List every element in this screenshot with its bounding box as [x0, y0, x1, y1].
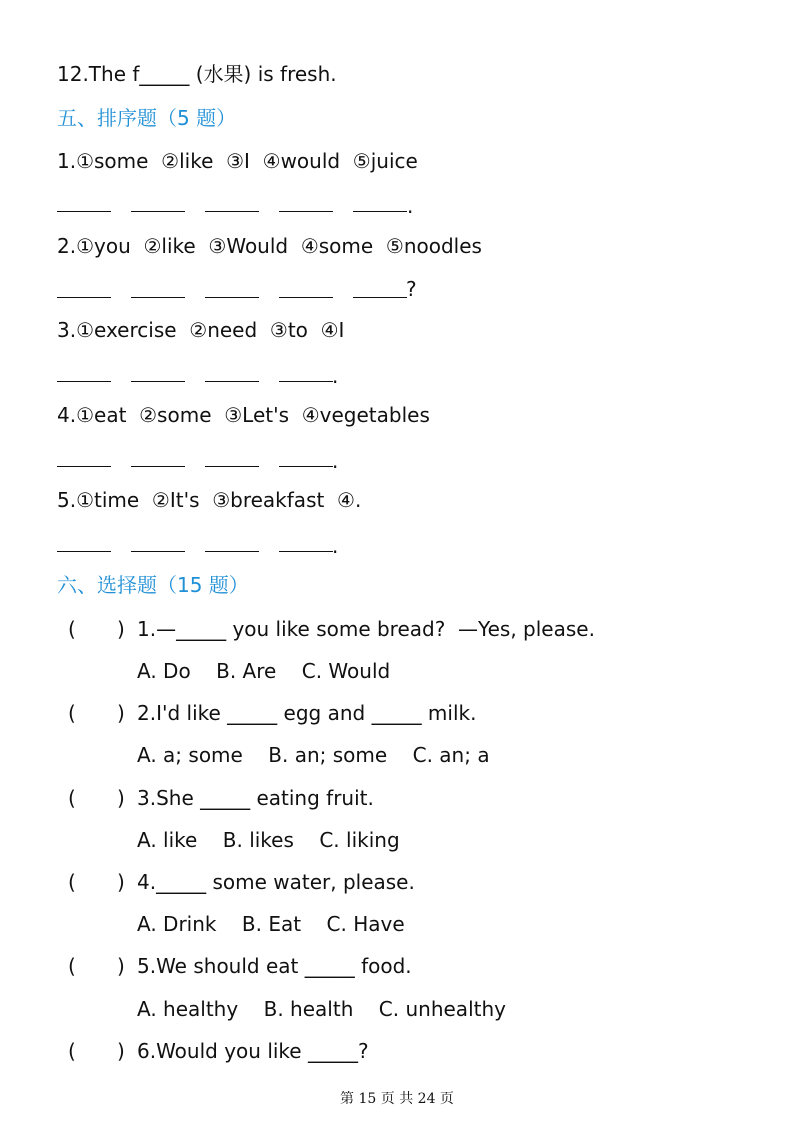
answer-blank[interactable]: [131, 551, 185, 552]
answer-blank[interactable]: [205, 381, 259, 382]
reorder-item-5: 5.①time ②It's ③breakfast ④.: [57, 488, 362, 512]
answer-blank[interactable]: [279, 297, 333, 298]
answer-blank[interactable]: [353, 297, 407, 298]
answer-paren-close: ): [117, 701, 125, 725]
answer-blank[interactable]: [57, 211, 111, 212]
answer-blank[interactable]: [279, 381, 333, 382]
answer-blank[interactable]: [57, 466, 111, 467]
end-punctuation: .: [407, 194, 414, 218]
answer-blank[interactable]: [353, 211, 407, 212]
answer-paren-open: (: [68, 701, 76, 725]
end-punctuation: .: [332, 449, 339, 473]
question-12-line: 12.The f_____ (水果) is fresh.: [57, 62, 337, 86]
answer-paren-close: ): [117, 786, 125, 810]
reorder-item-4: 4.①eat ②some ③Let's ④vegetables: [57, 403, 430, 427]
answer-blank[interactable]: [131, 211, 185, 212]
answer-paren-open: (: [68, 786, 76, 810]
answer-paren-open: (: [68, 870, 76, 894]
answer-blank[interactable]: [131, 466, 185, 467]
end-punctuation: .: [332, 364, 339, 388]
choice-question-2: 2.I'd like _____ egg and _____ milk.: [137, 701, 477, 725]
answer-paren-close: ): [117, 617, 125, 641]
end-punctuation: ?: [406, 277, 417, 301]
answer-paren-close: ): [117, 870, 125, 894]
answer-paren-open: (: [68, 954, 76, 978]
answer-blank[interactable]: [279, 551, 333, 552]
choice-question-5: 5.We should eat _____ food.: [137, 954, 412, 978]
answer-paren-close: ): [117, 954, 125, 978]
answer-blank[interactable]: [57, 551, 111, 552]
choice-question-3: 3.She _____ eating fruit.: [137, 786, 374, 810]
choice-options-2: A. a; some B. an; some C. an; a: [137, 743, 490, 767]
choice-options-5: A. healthy B. health C. unhealthy: [137, 997, 506, 1021]
choice-question-1: 1.—_____ you like some bread? —Yes, please.: [137, 617, 595, 641]
section-5-heading: 五、排序题（5 题）: [57, 106, 237, 130]
answer-blank[interactable]: [205, 297, 259, 298]
answer-blank[interactable]: [279, 211, 333, 212]
choice-options-4: A. Drink B. Eat C. Have: [137, 912, 405, 936]
answer-paren-open: (: [68, 1039, 76, 1063]
choice-options-3: A. like B. likes C. liking: [137, 828, 400, 852]
page-footer: 第 15 页 共 24 页: [340, 1091, 454, 1107]
answer-blank[interactable]: [279, 466, 333, 467]
answer-paren-close: ): [117, 1039, 125, 1063]
section-6-heading: 六、选择题（15 题）: [57, 573, 249, 597]
answer-blank[interactable]: [131, 297, 185, 298]
reorder-item-3: 3.①exercise ②need ③to ④I: [57, 318, 345, 342]
answer-blank[interactable]: [57, 297, 111, 298]
choice-options-1: A. Do B. Are C. Would: [137, 659, 391, 683]
reorder-item-2: 2.①you ②like ③Would ④some ⑤noodles: [57, 234, 482, 258]
end-punctuation: .: [332, 534, 339, 558]
answer-blank[interactable]: [205, 466, 259, 467]
answer-blank[interactable]: [205, 551, 259, 552]
choice-question-4: 4._____ some water, please.: [137, 870, 415, 894]
answer-blank[interactable]: [131, 381, 185, 382]
answer-blank[interactable]: [57, 381, 111, 382]
answer-paren-open: (: [68, 617, 76, 641]
reorder-item-1: 1.①some ②like ③I ④would ⑤juice: [57, 149, 418, 173]
answer-blank[interactable]: [205, 211, 259, 212]
choice-question-6: 6.Would you like _____?: [137, 1039, 369, 1063]
